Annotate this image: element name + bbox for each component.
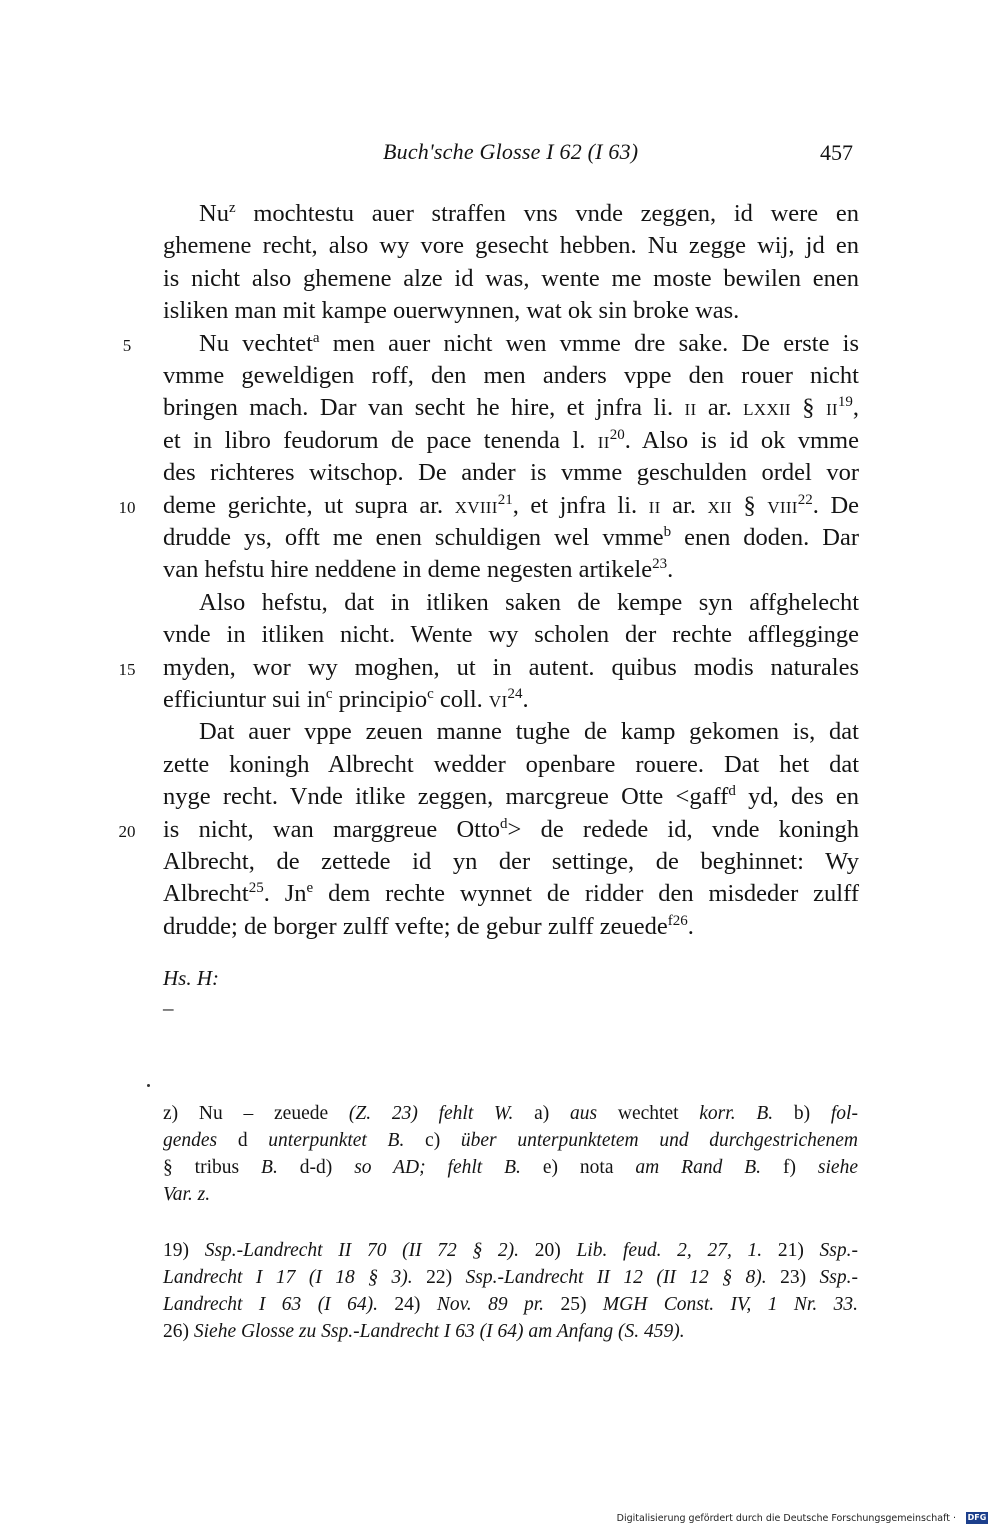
source-note-ref: 19: [837, 394, 853, 411]
text-line: vnde in itliken nicht. Wente wy scholen der rechte afflegginge: [163, 621, 859, 649]
text-line: is nicht also ghemene alze id was, wente me moste bewilen enen: [163, 264, 859, 292]
manuscript-label: Hs. H:: [163, 966, 219, 990]
digitization-credit: Digitalisierung gefördert durch die Deutsche Forschungsgemeinschaft ·: [616, 1513, 956, 1524]
text-line: et in libro feudorum de pace tenenda l. II$^{20}$. Also is id ok vmme: [163, 426, 859, 454]
text-line: zette koningh Albrecht wedder openbare rouere. Dat het dat: [163, 750, 859, 778]
variant-siglum: b: [663, 524, 672, 540]
source-note-ref: 20: [609, 426, 625, 443]
line-number: 15: [118, 660, 136, 679]
source-line: Landrecht I 63 (I 64). 24) Nov. 89 pr. 25) MGH Const. IV, 1 Nr. 33.: [163, 1294, 858, 1315]
variant-siglum: d: [728, 783, 736, 800]
margin-dot: [147, 1084, 150, 1087]
line-number: 5: [122, 336, 132, 355]
text-line: efficiuntur sui $in^c$ principio$^c$ coll. VI$^{24}$.: [163, 686, 529, 713]
source-note-ref: 25: [248, 880, 264, 897]
variant-siglum: a: [312, 329, 320, 346]
text-line: drudde ys, offt me enen schuldigen wel vmme$^b$ enen doden. Dar: [163, 524, 859, 551]
source-note-ref: 24: [507, 686, 523, 702]
line-number: 20: [118, 822, 136, 841]
text-line: des richteres witschop. De ander is vmme geschulden ordel vor: [163, 459, 859, 487]
variant-siglum: c: [427, 686, 434, 702]
source-note-ref: 23: [652, 556, 668, 573]
text-line: Nu vechtet$^a$ men auer nicht wen vmme dre sake. De erste is: [199, 329, 860, 357]
apparatus-line: gendes d unterpunktet B. c) über unterpunktetem und durchgestrichenem: [163, 1130, 858, 1151]
running-title: Buch'sche Glosse I 62 (I 63): [383, 139, 639, 164]
text-line: Also hefstu, dat in itliken saken de kempe syn affghelecht: [199, 588, 859, 616]
source-note-ref: f26: [667, 912, 688, 929]
apparatus-line: § tribus B. d-d) so AD; fehlt B. e) nota am Rand B. f) siehe: [163, 1157, 858, 1178]
text-line: Albrecht$^{25}$. Jn$^e$ dem rechte wynnet de ridder den misdeder zulff: [163, 880, 859, 908]
source-note-ref: 22: [797, 491, 813, 508]
dfg-logo: DFG: [967, 1513, 987, 1522]
apparatus-line: z) Nu – zeuede (Z. 23) fehlt W. a) aus wechtet korr. B. b) fol-: [163, 1103, 858, 1124]
text-line: vmme geweldigen roff, den men anders vppe den rouer nicht: [163, 362, 859, 389]
text-line: drudde; de borger zulff vefte; de gebur zulff zeuede$^{f26}$.: [163, 912, 694, 940]
source-line: 19) Ssp.-Landrecht II 70 (II 72 § 2). 20) Lib. feud. 2, 27, 1. 21) Ssp.-: [163, 1240, 858, 1261]
variant-siglum: e: [306, 880, 314, 897]
apparatus-line: Var. z.: [163, 1184, 211, 1205]
variant-siglum: z: [228, 200, 236, 216]
variant-siglum: d: [500, 815, 508, 832]
variant-siglum: c: [325, 686, 333, 702]
text-line: is nicht, wan marggreue Otto$^d$> de redede id, vnde koningh: [163, 815, 859, 843]
manuscript-dash: –: [163, 996, 174, 1020]
text-line: deme gerichte, ut supra ar. XVIII$^{21}$, et jnfra li. II ar. XII § VIII$^{22}$. De: [163, 491, 860, 519]
source-line: 26) Siehe Glosse zu Ssp.-Landrecht I 63 (I 64) am Anfang (S. 459).: [163, 1321, 685, 1342]
text-line: Nu$^z$ mochtestu auer straffen vns vnde zeggen, id were en: [199, 200, 859, 227]
line-number: 10: [118, 498, 136, 517]
text-line: isliken man mit kampe ouerwynnen, wat ok sin broke was.: [163, 297, 740, 325]
text-line: Albrecht, de zettede id yn der settinge, de beghinnet: Wy: [163, 848, 859, 875]
text-line: van hefstu hire neddene in deme negesten artikele$^{23}$.: [163, 556, 674, 584]
text-line: nyge recht. Vnde itlike zeggen, marcgreue Otte <gaff$^d$ yd, des en: [163, 783, 859, 811]
text-line: ghemene recht, also wy vore gesecht hebben. Nu zegge wij, jd en: [163, 232, 859, 260]
text-line: bringen mach. Dar van secht he hire, et jnfra li. II ar. LXXII § II$^{19}$,: [163, 394, 860, 422]
text-line: Dat auer vppe zeuen manne tughe de kamp gekomen is, dat: [199, 718, 859, 746]
text-line: myden, wor wy moghen, ut in autent. quibus modis naturales: [163, 653, 859, 681]
source-line: Landrecht I 17 (I 18 § 3). 22) Ssp.-Landrecht II 12 (II 12 § 8). 23) Ssp.-: [163, 1267, 858, 1288]
source-note-ref: 21: [497, 491, 513, 508]
page-number: 457: [820, 140, 853, 165]
